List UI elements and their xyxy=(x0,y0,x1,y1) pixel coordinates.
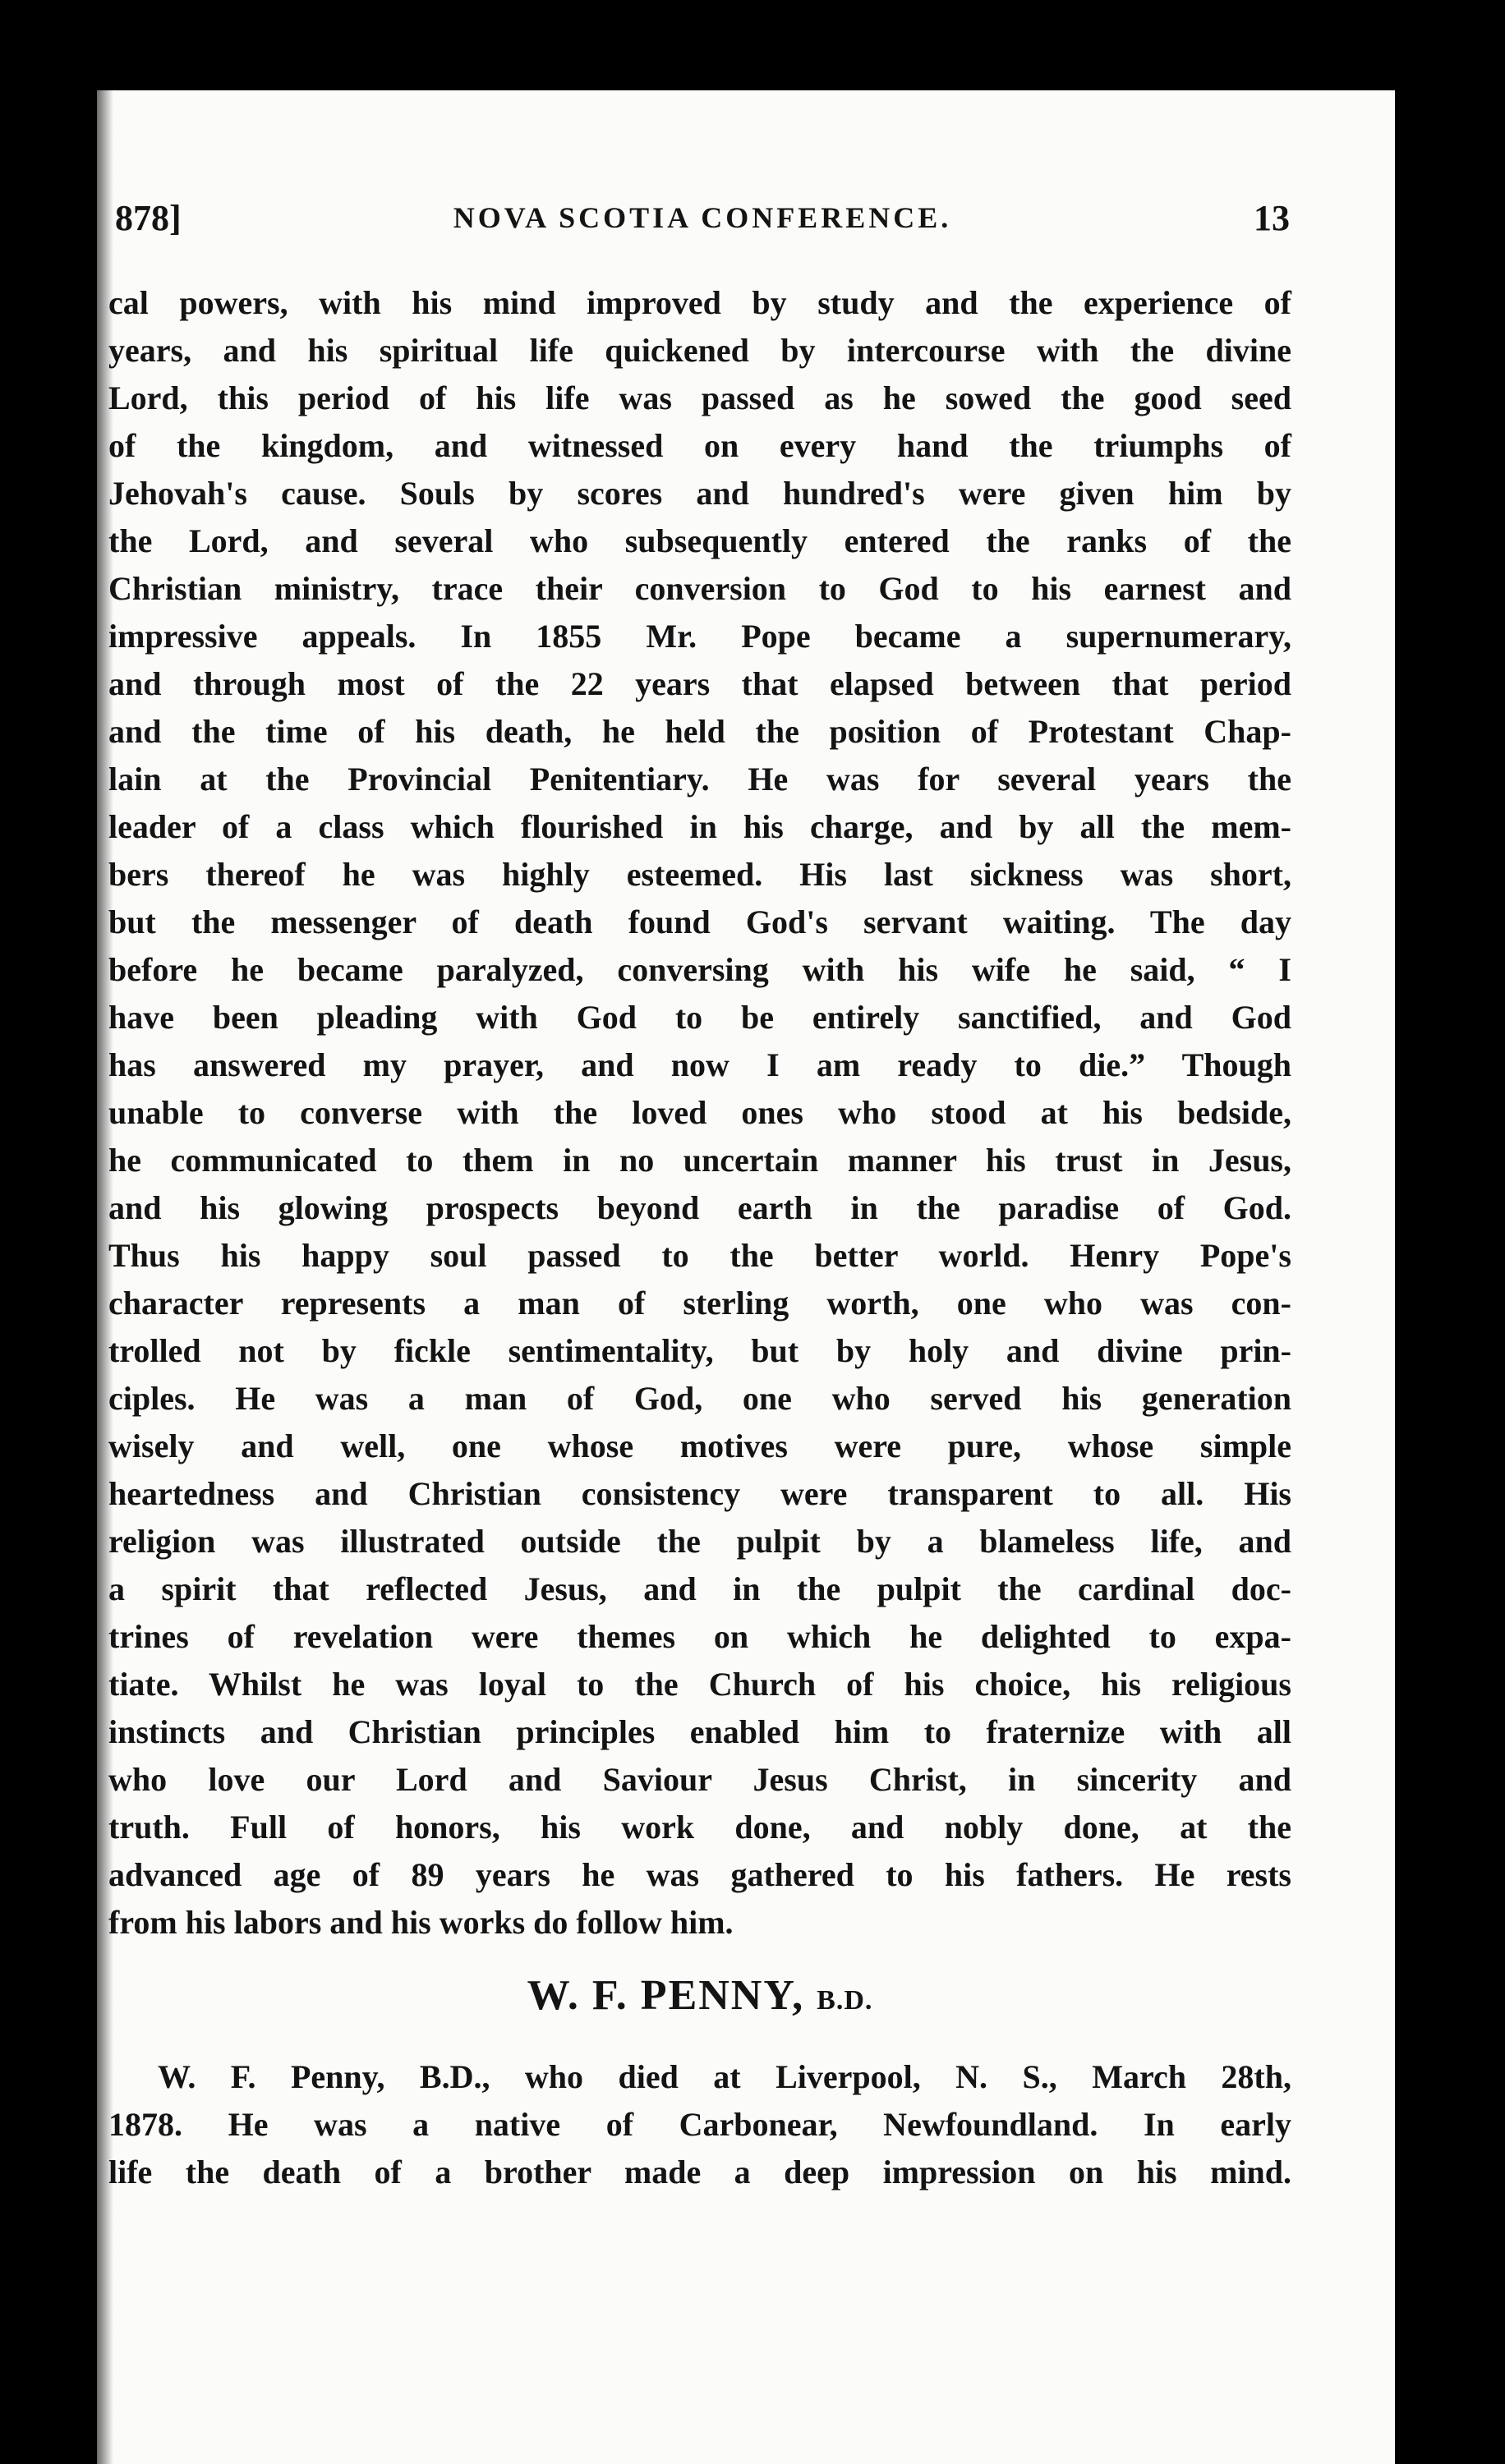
heading-name: W. F. PENNY, xyxy=(527,1972,805,2019)
text-line: wisely and well, one whose motives were pure, whose simple xyxy=(108,1427,1291,1464)
text-line: have been pleading with God to be entirely sanctified, and God xyxy=(108,999,1291,1036)
text-line: but the messenger of death found God's servant waiting. The day xyxy=(108,903,1291,940)
page-number: 13 xyxy=(1254,198,1290,238)
running-title: NOVA SCOTIA CONFERENCE. xyxy=(453,201,952,234)
section-heading xyxy=(108,1971,1291,2020)
text-line: advanced age of 89 years he was gathered to his fathers. He rests xyxy=(108,1856,1291,1893)
text-line: heartedness and Christian consistency were transparent to all. His xyxy=(108,1475,1291,1512)
text-line: cal powers, with his mind improved by study and the experience of xyxy=(108,284,1291,321)
text-line: from his labors and his works do follow him. xyxy=(108,1904,734,1941)
header-page-left: 878] xyxy=(115,198,182,238)
text-line: tiate. Whilst he was loyal to the Church of his choice, his religious xyxy=(108,1666,1291,1703)
text-line: Christian ministry, trace their conversion to God to his earnest and xyxy=(108,570,1291,607)
text-line: and the time of his death, he held the position of Protestant Chap- xyxy=(108,713,1291,750)
text-line: of the kingdom, and witnessed on every hand the triumphs of xyxy=(108,427,1291,464)
text-line: religion was illustrated outside the pulpit by a blameless life, and xyxy=(108,1523,1291,1560)
text-line: he communicated to them in no uncertain manner his trust in Jesus, xyxy=(108,1142,1291,1179)
text-line: bers thereof he was highly esteemed. His last sickness was short, xyxy=(108,856,1291,893)
text-line: W. F. Penny, B.D., who died at Liverpool, N. S., March 28th, xyxy=(158,2058,1291,2095)
heading-degree: B.D. xyxy=(817,1985,873,2016)
text-line: and through most of the 22 years that elapsed between that period xyxy=(108,665,1291,702)
text-line: lain at the Provincial Penitentiary. He was for several years the xyxy=(108,761,1291,798)
text-line: a spirit that reflected Jesus, and in the pulpit the cardinal doc- xyxy=(108,1570,1291,1607)
main-paragraph xyxy=(108,279,1291,1947)
text-line: who love our Lord and Saviour Jesus Christ, in sincerity and xyxy=(108,1761,1291,1798)
text-line: and his glowing prospects beyond earth in the paradise of God. xyxy=(108,1189,1291,1226)
page-header xyxy=(115,197,1290,255)
text-line: Lord, this period of his life was passed as he sowed the good seed xyxy=(108,379,1291,416)
text-line: ciples. He was a man of God, one who served his generation xyxy=(108,1380,1291,1417)
text-line: leader of a class which flourished in his charge, and by all the mem- xyxy=(108,808,1291,845)
text-line: trolled not by fickle sentimentality, but by holy and divine prin- xyxy=(108,1332,1291,1369)
text-line: truth. Full of honors, his work done, and nobly done, at the xyxy=(108,1809,1291,1846)
text-line: before he became paralyzed, conversing with his wife he said, “ I xyxy=(108,951,1291,988)
text-line: Thus his happy soul passed to the better world. Henry Pope's xyxy=(108,1237,1291,1274)
text-line: the Lord, and several who subsequently entered the ranks of the xyxy=(108,522,1291,559)
text-line: 1878. He was a native of Carbonear, Newfoundland. In early xyxy=(108,2106,1291,2143)
text-line: unable to converse with the loved ones who stood at his bedside, xyxy=(108,1094,1291,1131)
second-paragraph xyxy=(108,2053,1291,2196)
text-line: instincts and Christian principles enabled him to fraternize with all xyxy=(108,1713,1291,1750)
text-line: has answered my prayer, and now I am ready to die.” Though xyxy=(108,1046,1291,1083)
text-line: character represents a man of sterling worth, one who was con- xyxy=(108,1285,1291,1322)
text-line: years, and his spiritual life quickened by intercourse with the divine xyxy=(108,332,1291,369)
text-line: impressive appeals. In 1855 Mr. Pope became a supernumerary, xyxy=(108,618,1291,655)
text-line: Jehovah's cause. Souls by scores and hundred's were given him by xyxy=(108,475,1291,512)
text-line: trines of revelation were themes on which he delighted to expa- xyxy=(108,1618,1291,1655)
text-line: life the death of a brother made a deep impression on his mind. xyxy=(108,2154,1291,2190)
